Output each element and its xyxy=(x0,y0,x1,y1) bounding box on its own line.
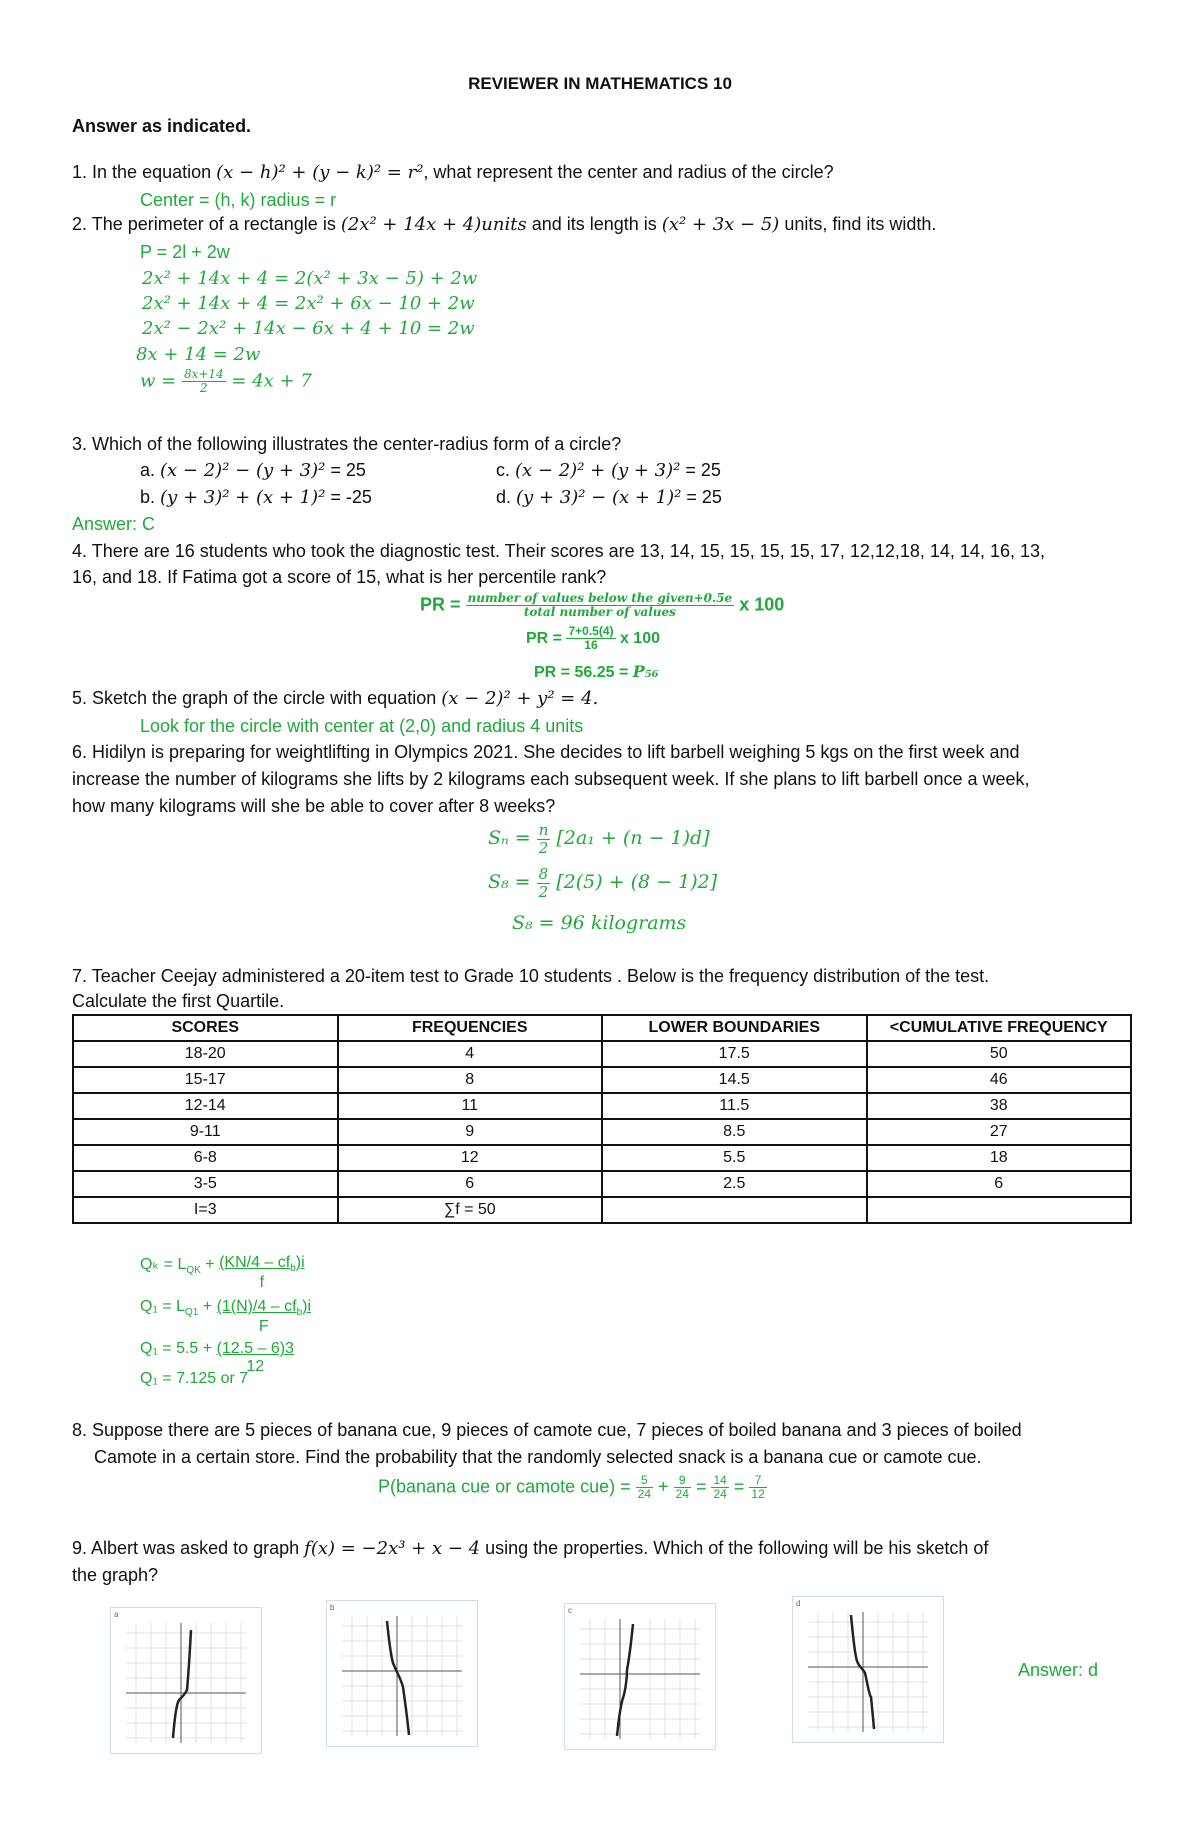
q6-f2-rhs: [2(5) + (8 − 1)2] xyxy=(556,871,718,893)
q6-formula-2 xyxy=(488,866,717,900)
table-cell: 18 xyxy=(867,1145,1132,1171)
q2-final-lhs: w = xyxy=(140,370,177,392)
q6-text-3: how many kilograms will she be able to cover after 8 weeks? xyxy=(72,796,556,816)
q5-number: 5. xyxy=(72,688,88,708)
q5-text: Sketch the graph of the circle with equation xyxy=(92,688,437,708)
q8-f1-num: 5 xyxy=(636,1474,653,1488)
q7-work-num-sub: b xyxy=(290,1263,296,1275)
q1-number: 1. xyxy=(72,162,88,182)
table-cell: 8.5 xyxy=(602,1119,867,1145)
q2-perimeter: (2x² + 14x + 4)units xyxy=(340,214,527,235)
table-body xyxy=(73,1041,1131,1223)
table-cell: 50 xyxy=(867,1041,1132,1067)
table-cell: 17.5 xyxy=(602,1041,867,1067)
q8-f1-den: 24 xyxy=(637,1487,652,1502)
table-cell: 27 xyxy=(867,1119,1132,1145)
q7-text-1: Teacher Ceejay administered a 20-item test to Grade 10 students . Below is the frequency distribution of the test. xyxy=(91,966,990,986)
grid xyxy=(580,1619,700,1739)
q4-pr-fraction xyxy=(466,592,735,619)
question-3 xyxy=(72,434,621,455)
q3-option-d-label: d. xyxy=(496,487,512,507)
q9-text-b: using the properties. Which of the following will be his sketch of xyxy=(485,1538,989,1558)
q7-work-line xyxy=(140,1254,305,1292)
q7-work-denominator: 12 xyxy=(246,1357,265,1375)
q1-equation: (x − h)² + (y − k)² = r² xyxy=(216,162,424,183)
graph-a-svg xyxy=(111,1608,261,1753)
q3-option-d-expr: (y + 3)² − (x + 1)² xyxy=(516,487,682,508)
curve-b xyxy=(387,1621,409,1735)
q5-equation: (x − 2)² + y² = 4. xyxy=(441,688,599,709)
q7-work-plus: + xyxy=(198,1340,217,1357)
q9-text-a: Albert was asked to graph xyxy=(91,1538,300,1558)
q8-fraction-4 xyxy=(749,1474,766,1501)
table-cell: 9-11 xyxy=(73,1119,338,1145)
q2-text-c: units, find its width. xyxy=(784,214,937,234)
q7-work-num-end: )i xyxy=(302,1298,312,1315)
q3-text: Which of the following illustrates the center-radius form of a circle? xyxy=(92,434,622,454)
q8-fraction-1 xyxy=(636,1474,653,1501)
q9-option-d-label: d xyxy=(796,1599,801,1608)
q1-answer: Center = (h, k) radius = r xyxy=(140,190,337,210)
q2-final-num: 8x+14 xyxy=(183,367,224,381)
q7-work-numerator xyxy=(217,1340,294,1358)
table-cell: 11.5 xyxy=(602,1093,867,1119)
table-cell: 11 xyxy=(338,1093,603,1119)
q9-option-d-graph[interactable] xyxy=(792,1596,944,1743)
q7-work-sub: QK xyxy=(186,1265,201,1277)
q8-f4-den: 12 xyxy=(751,1487,765,1502)
table-cell: ∑f = 50 xyxy=(338,1197,603,1223)
q3-option-c-expr: (x − 2)² + (y + 3)² xyxy=(515,460,681,481)
table-cell: 2.5 xyxy=(602,1171,867,1197)
q4-pr-label: PR = xyxy=(420,594,461,615)
q3-option-b xyxy=(140,487,372,508)
q6-number: 6. xyxy=(72,742,88,762)
table-row xyxy=(73,1119,1131,1145)
question-8-line-1 xyxy=(72,1420,1022,1441)
q7-work-sub: Q1 xyxy=(184,1307,199,1319)
q2-step-4: 2x² − 2x² + 14x − 6x + 4 + 10 = 2w xyxy=(142,318,475,339)
table-cell: 14.5 xyxy=(602,1067,867,1093)
question-7-line-1 xyxy=(72,966,989,987)
q8-f4-num: 7 xyxy=(749,1474,766,1488)
table-cell: 6 xyxy=(338,1171,603,1197)
q7-work-lhs: Qₖ = L xyxy=(140,1256,187,1273)
q6-f2-num: 8 xyxy=(538,865,549,883)
q3-option-c-value: = 25 xyxy=(685,460,721,480)
graph-c-svg xyxy=(565,1604,715,1749)
q8-p-label: P(banana cue or camote cue) = xyxy=(378,1476,631,1497)
q4-pr-formula xyxy=(420,592,784,619)
q9-option-a-label: a xyxy=(114,1610,119,1619)
q2-final-rhs: = 4x + 7 xyxy=(231,370,312,392)
q7-work-denominator: F xyxy=(258,1318,269,1336)
header-lower-boundaries: LOWER BOUNDARIES xyxy=(602,1015,867,1041)
q7-work-num-text: (1(N)/4 – cf xyxy=(216,1298,297,1315)
q9-number: 9. xyxy=(72,1538,88,1558)
grid xyxy=(126,1623,246,1743)
q6-text-2: increase the number of kilograms she lifts by 2 kilograms each subsequent week. If she plans to lift barbell once a week, xyxy=(72,769,1030,789)
graph-b-svg xyxy=(327,1601,477,1746)
q2-step-3: 2x² + 14x + 4 = 2x² + 6x − 10 + 2w xyxy=(142,293,475,314)
instructions: Answer as indicated. xyxy=(72,116,252,136)
grid xyxy=(342,1616,462,1736)
q3-option-b-label: b. xyxy=(140,487,156,507)
header-cumulative-frequency: <CUMULATIVE FREQUENCY xyxy=(867,1015,1132,1041)
page-title: REVIEWER IN MATHEMATICS 10 xyxy=(468,74,732,93)
q8-op-2: = xyxy=(695,1476,707,1497)
table-cell: 9 xyxy=(338,1119,603,1145)
q2-final-fraction xyxy=(182,368,226,395)
q7-work-fraction xyxy=(217,1298,311,1336)
q3-option-a xyxy=(140,460,366,481)
q6-f1-rhs: [2a₁ + (n − 1)d] xyxy=(556,827,710,849)
table-cell: 12-14 xyxy=(73,1093,338,1119)
q6-f2-den: 2 xyxy=(538,882,549,901)
q6-f1-fraction xyxy=(537,822,551,856)
q9-option-a-graph[interactable] xyxy=(110,1607,262,1754)
q9-option-b-label: b xyxy=(330,1603,335,1612)
question-4-line-1 xyxy=(72,541,1045,562)
q7-work-plus: + xyxy=(198,1298,217,1315)
table-cell: 8 xyxy=(338,1067,603,1093)
q4-pr-numerator: number of values below the given+0.5e xyxy=(467,591,733,605)
q6-formula-3: S₈ = 96 kilograms xyxy=(512,912,687,934)
question-1 xyxy=(72,162,834,183)
q7-number: 7. xyxy=(72,966,88,986)
table-cell xyxy=(867,1197,1132,1223)
q7-work-lhs: Q₁ = L xyxy=(140,1298,185,1315)
table-cell: 5.5 xyxy=(602,1145,867,1171)
table-cell: 6 xyxy=(867,1171,1132,1197)
q8-op-1: + xyxy=(658,1476,669,1497)
q8-number: 8. xyxy=(72,1420,88,1440)
header-scores: SCORES xyxy=(73,1015,338,1041)
q8-f2-den: 24 xyxy=(675,1487,689,1502)
q4-pr-result xyxy=(534,662,659,682)
q4-pr2-numerator: 7+0.5(4) xyxy=(568,624,614,638)
q4-pr3-percentile: P₅₆ xyxy=(632,662,659,681)
q6-f1-num: n xyxy=(538,821,549,839)
q2-step-2: 2x² + 14x + 4 = 2(x² + 3x − 5) + 2w xyxy=(142,268,478,289)
q3-option-d-value: = 25 xyxy=(686,487,722,507)
q6-formula-1 xyxy=(488,822,710,856)
q8-probability xyxy=(378,1474,767,1501)
graph-d-svg xyxy=(793,1597,943,1742)
q6-text-1: Hidilyn is preparing for weightlifting in Olympics 2021. She decides to lift barbell weighing 5 kgs on the first week and xyxy=(92,742,1020,762)
table-cell: 18-20 xyxy=(73,1041,338,1067)
question-9-line-1 xyxy=(72,1538,988,1559)
table-cell: 3-5 xyxy=(73,1171,338,1197)
q4-pr-step-2 xyxy=(526,625,660,652)
table-row xyxy=(73,1093,1131,1119)
q3-option-b-value: = -25 xyxy=(330,487,372,507)
q4-pr3-text: PR = 56.25 = xyxy=(534,664,629,681)
q3-answer: Answer: C xyxy=(72,514,156,534)
q7-work-denominator: f xyxy=(259,1274,265,1292)
q4-pr-denominator: total number of values xyxy=(523,605,676,620)
table-header-row xyxy=(73,1015,1131,1041)
q2-length: (x² + 3x − 5) xyxy=(661,214,780,235)
q8-text-2: Camote in a certain store. Find the probability that the randomly selected snack is a banana cue or camote cue. xyxy=(94,1447,982,1467)
q3-number: 3. xyxy=(72,434,88,454)
q3-option-a-expr: (x − 2)² − (y + 3)² xyxy=(160,460,326,481)
q7-work-num-sub: b xyxy=(296,1307,303,1319)
q7-work-plus: + xyxy=(200,1256,220,1273)
q4-text-2: 16, and 18. If Fatima got a score of 15, what is her percentile rank? xyxy=(72,567,607,587)
q8-f3-den: 24 xyxy=(713,1487,727,1502)
q4-pr2-denominator: 16 xyxy=(584,638,598,653)
q9-option-b-graph[interactable] xyxy=(326,1600,478,1747)
table-cell: 12 xyxy=(338,1145,603,1171)
q6-f1-den: 2 xyxy=(538,838,549,857)
q8-op-3: = xyxy=(733,1476,745,1497)
q6-f1-lhs: Sₙ = xyxy=(488,827,531,849)
q3-option-c-label: c. xyxy=(496,460,511,480)
q3-option-d xyxy=(496,487,722,508)
q3-option-a-label: a. xyxy=(140,460,156,480)
question-5 xyxy=(72,688,598,709)
q8-f2-num: 9 xyxy=(674,1474,691,1488)
table-row xyxy=(73,1145,1131,1171)
q3-option-a-value: = 25 xyxy=(330,460,366,480)
q1-text-a: In the equation xyxy=(92,162,212,182)
q4-pr2-fraction xyxy=(566,625,615,652)
curve-a xyxy=(173,1630,191,1738)
q8-text-1: Suppose there are 5 pieces of banana cue, 9 pieces of camote cue, 7 pieces of boiled banana and 3 pieces of boiled xyxy=(92,1420,1022,1440)
q2-final-den: 2 xyxy=(200,381,208,396)
q9-answer: Answer: d xyxy=(1018,1660,1099,1680)
q7-text-2: Calculate the first Quartile. xyxy=(72,991,285,1011)
question-2 xyxy=(72,214,936,235)
q4-pr2-multiplier: x 100 xyxy=(619,629,660,647)
table-cell: 38 xyxy=(867,1093,1132,1119)
q2-text-a: The perimeter of a rectangle is xyxy=(91,214,336,234)
q4-pr2-label: PR = xyxy=(526,629,563,647)
table-cell: 15-17 xyxy=(73,1067,338,1093)
q7-work-line xyxy=(140,1298,311,1336)
q7-work-numerator xyxy=(219,1254,305,1274)
table-cell: 6-8 xyxy=(73,1145,338,1171)
q2-step-5: 8x + 14 = 2w xyxy=(136,344,261,365)
q8-fraction-3 xyxy=(711,1474,728,1501)
table-row xyxy=(73,1041,1131,1067)
q4-number: 4. xyxy=(72,541,88,561)
q7-work-num-text: (12.5 – 6)3 xyxy=(216,1340,294,1357)
q7-work-lhs: Q₁ = 5.5 xyxy=(140,1340,199,1357)
table-cell: I=3 xyxy=(73,1197,338,1223)
q9-option-c-label: c xyxy=(568,1606,572,1615)
q1-text-b: , what represent the center and radius of the circle? xyxy=(423,162,834,182)
q8-fraction-2 xyxy=(674,1474,691,1501)
table-row xyxy=(73,1171,1131,1197)
q9-option-c-graph[interactable] xyxy=(564,1603,716,1750)
q2-final xyxy=(140,368,312,395)
q5-answer: Look for the circle with center at (2,0) and radius 4 units xyxy=(140,716,584,736)
q9-text-2: the graph? xyxy=(72,1565,159,1585)
grid xyxy=(808,1612,928,1732)
q6-f2-fraction xyxy=(537,866,551,900)
q8-f3-num: 14 xyxy=(713,1473,727,1487)
q2-text-b: and its length is xyxy=(531,214,657,234)
q6-f2-lhs: S₈ = xyxy=(488,871,531,893)
q7-work-numerator xyxy=(217,1298,311,1318)
header-frequencies: FREQUENCIES xyxy=(338,1015,603,1041)
question-6-line-1 xyxy=(72,742,1020,763)
table-cell: 4 xyxy=(338,1041,603,1067)
q7-work-num-end: )i xyxy=(295,1254,305,1271)
table-row xyxy=(73,1067,1131,1093)
q7-work-fraction xyxy=(219,1254,305,1292)
q7-work-num-text: (KN/4 – cf xyxy=(219,1254,291,1271)
q9-equation: f(x) = −2x³ + x − 4 xyxy=(304,1538,481,1559)
q2-step-1: P = 2l + 2w xyxy=(140,242,230,262)
q3-option-b-expr: (y + 3)² + (x + 1)² xyxy=(160,487,326,508)
q4-text-1: There are 16 students who took the diagnostic test. Their scores are 13, 14, 15, 15, 15, 15, 17, 12,12,18, 14, 14, 16, 13, xyxy=(91,541,1045,561)
table-cell: 46 xyxy=(867,1067,1132,1093)
q4-pr-multiplier: x 100 xyxy=(739,594,785,615)
q7-result: Q₁ = 7.125 or 7 xyxy=(140,1370,249,1387)
q2-number: 2. xyxy=(72,214,88,234)
table-row xyxy=(73,1197,1131,1223)
table-cell xyxy=(602,1197,867,1223)
q3-option-c xyxy=(496,460,721,481)
frequency-table xyxy=(72,1014,1132,1224)
